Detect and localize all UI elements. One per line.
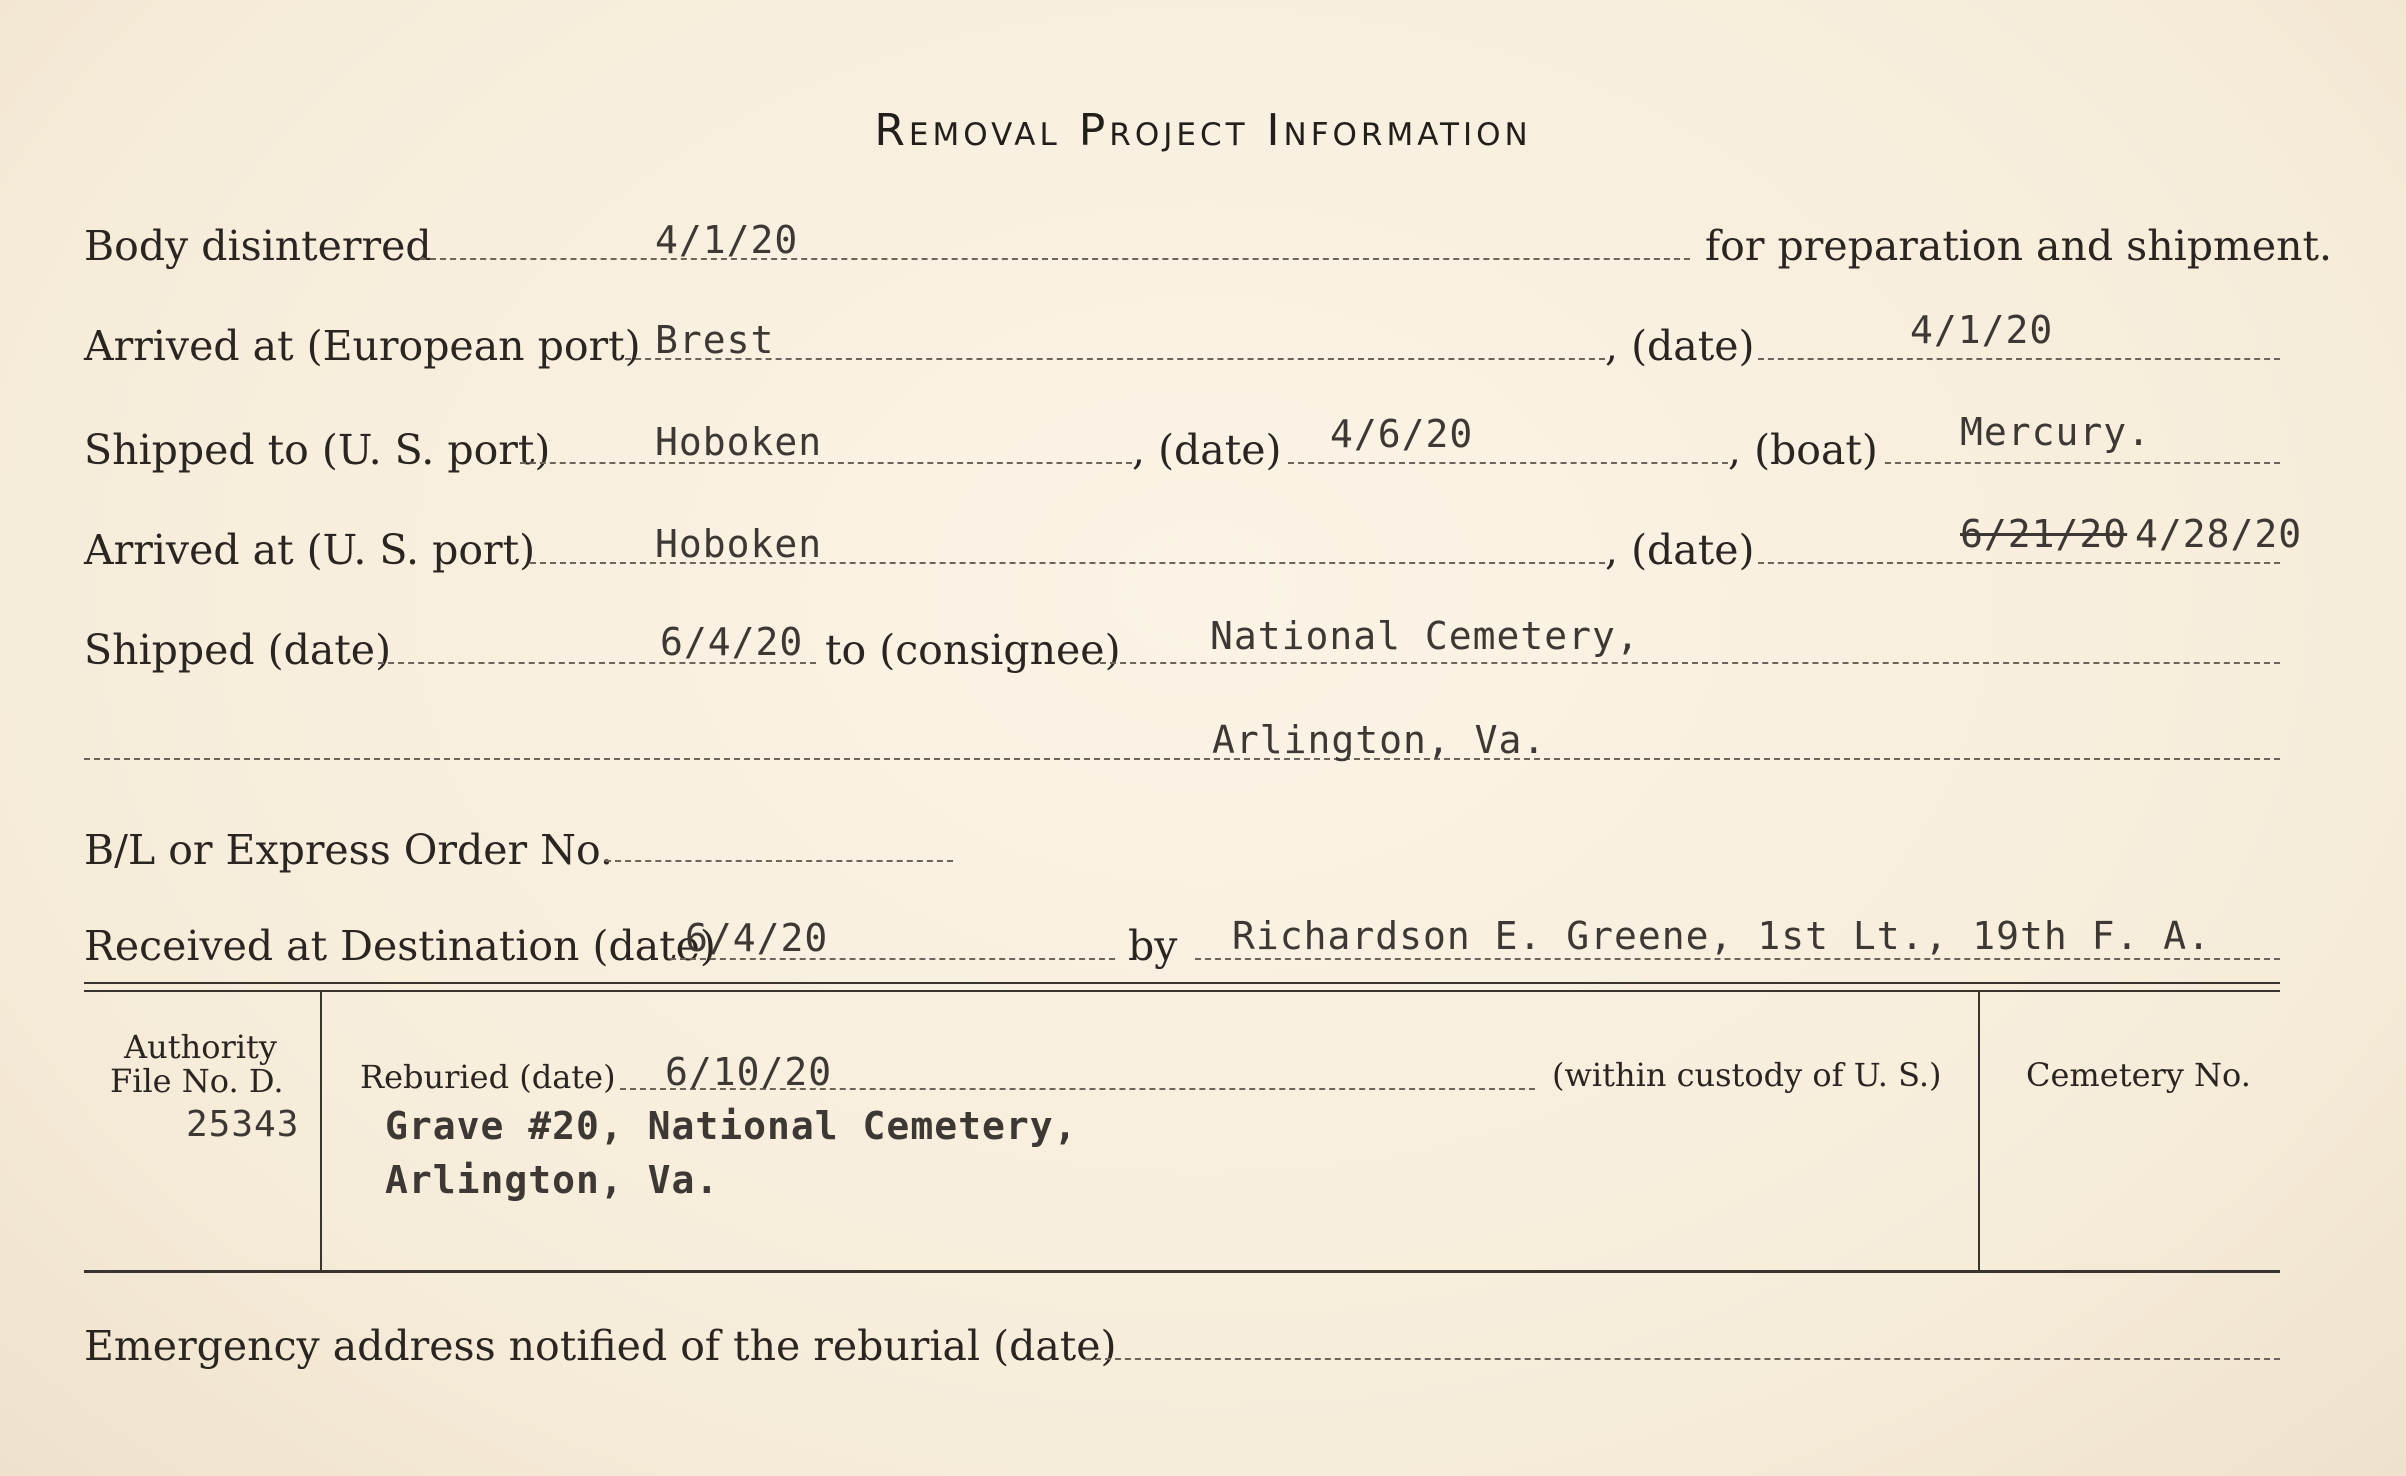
us-port-shipped-line: [520, 462, 1132, 464]
consignee-value: National Cemetery,: [1210, 614, 1640, 658]
us-port-shipped-date-line: [1288, 462, 1728, 464]
european-port-date-value: 4/1/20: [1910, 308, 2054, 352]
preparation-shipment-label: for preparation and shipment.: [1705, 222, 2333, 270]
received-by-label: by: [1128, 922, 1178, 970]
consignee-line: [1100, 662, 2280, 664]
us-port-shipped-label: Shipped to (U. S. port): [84, 426, 551, 474]
european-port-date-line: [1758, 358, 2280, 360]
authority-label: Authority: [124, 1028, 277, 1066]
emergency-label: Emergency address notified of the reburial (date): [84, 1322, 1117, 1370]
received-by-value: Richardson E. Greene, 1st Lt., 19th F. A.: [1232, 914, 2211, 958]
box-divider-right: [1978, 992, 1980, 1270]
us-port-arrived-label: Arrived at (U. S. port): [84, 526, 536, 574]
body-disinterred-line: [420, 258, 1690, 260]
us-port-arrived-value: Hoboken: [655, 522, 823, 566]
double-rule-bottom: [84, 990, 2280, 992]
reburied-value: 6/10/20: [665, 1050, 833, 1094]
emergency-line: [1085, 1358, 2280, 1360]
double-rule-top: [84, 982, 2280, 984]
boat-label: , (boat): [1728, 426, 1878, 474]
shipped-date-label: Shipped (date): [84, 626, 392, 674]
received-date-value: 6/4/20: [685, 916, 829, 960]
shipped-date-value: 6/4/20: [660, 620, 804, 664]
us-port-arrived-date-value: 4/28/20: [2135, 512, 2303, 556]
received-by-line: [1195, 958, 2280, 960]
struck-date-value: 6/21/20: [1960, 512, 2128, 556]
file-no-label: File No. D.: [110, 1062, 284, 1100]
grave-location-line1: Grave #20, National Cemetery,: [385, 1104, 1078, 1148]
boat-value: Mercury.: [1960, 410, 2152, 454]
grave-location-line2: Arlington, Va.: [385, 1158, 720, 1202]
consignee-label: to (consignee): [825, 626, 1121, 674]
us-port-arrived-date-line: [1758, 562, 2280, 564]
reburied-label: Reburied (date): [360, 1058, 616, 1096]
box-bottom-rule: [84, 1270, 2280, 1273]
file-number: 25343: [186, 1104, 300, 1145]
body-disinterred-label: Body disinterred: [84, 222, 432, 270]
us-port-shipped-date-label: , (date): [1132, 426, 1282, 474]
bl-order-label: B/L or Express Order No.: [84, 826, 614, 874]
us-port-shipped-date-value: 4/6/20: [1330, 412, 1474, 456]
european-port-date-label: , (date): [1605, 322, 1755, 370]
boat-line: [1885, 462, 2280, 464]
consignee-line-2: [84, 758, 2280, 760]
us-port-shipped-value: Hoboken: [655, 420, 823, 464]
bl-order-line: [605, 860, 953, 862]
cemetery-no-label: Cemetery No.: [2026, 1056, 2251, 1094]
box-divider-left: [320, 992, 322, 1270]
consignee-value-2: Arlington, Va.: [1212, 718, 1547, 762]
european-port-value: Brest: [655, 318, 775, 362]
custody-label: (within custody of U. S.): [1552, 1056, 1942, 1094]
us-port-arrived-date-label: , (date): [1605, 526, 1755, 574]
card-title: Removal Project Information: [874, 105, 1532, 156]
body-disinterred-value: 4/1/20: [655, 218, 799, 262]
received-date-label: Received at Destination (date): [84, 922, 716, 970]
european-port-label: Arrived at (European port): [84, 322, 641, 370]
